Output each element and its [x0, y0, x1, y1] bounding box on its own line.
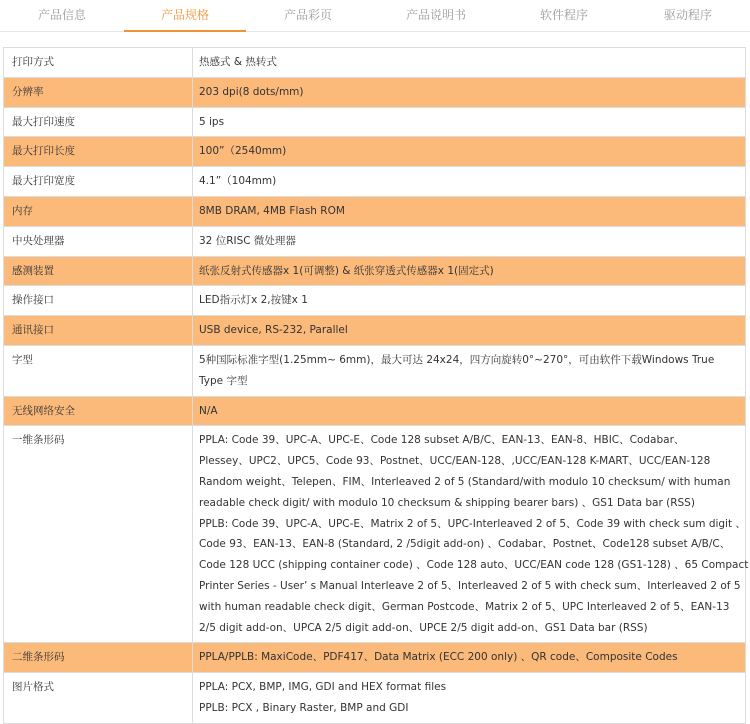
spec-value-line: Plessey、UPC2、UPC5、Code 93、Postnet、UCC/EAN-128、,UCC/EAN-128 K-MART、UCC/EAN-128	[199, 455, 711, 468]
spec-value-cpu: 32 位RISC 微处理器	[193, 226, 746, 256]
tab-product-info[interactable]: 产品信息	[37, 8, 86, 22]
spec-value-max-length: 100”（2540mm)	[193, 137, 746, 167]
spec-key-1d-barcodes: 一维条形码	[4, 426, 193, 643]
spec-value-max-width: 4.1”（104mm)	[193, 167, 746, 197]
table-row	[4, 286, 746, 316]
spec-value-operation-interface: LED指示灯x 2,按键x 1	[193, 286, 746, 316]
spec-value-fonts	[193, 345, 746, 396]
spec-value-resolution: 203 dpi(8 dots/mm)	[193, 77, 746, 107]
table-row	[4, 345, 746, 396]
table-row	[4, 48, 746, 78]
table-row	[4, 673, 746, 724]
spec-value-sensors: 纸张反射式传感器x 1(可调整) & 纸张穿透式传感器x 1(固定式)	[193, 256, 746, 286]
spec-key-resolution: 分辨率	[4, 77, 193, 107]
spec-value-line: readable check digit/ with modulo 10 checksum & shipping bearer bars) 、GS1 Data bar (RSS)	[199, 496, 695, 509]
spec-value-line: Random weight、Telepen、FIM、Interleaved 2 of 5 (Standard/with modulo 10 checksum/ with human	[199, 475, 731, 488]
table-row	[4, 643, 746, 673]
tab-product-specs[interactable]: 产品规格	[124, 0, 246, 31]
spec-value-line: with human readable check digit、German Postcode、Matrix 2 of 5、UPC Interleaved 2 of 5、EAN-13	[199, 600, 730, 613]
spec-value-line: Printer Series - User’ s Manual Interleave 2 of 5、Interleaved 2 of 5 with check sum、Interleaved 2 of 5	[199, 579, 741, 592]
spec-value-print-method: 热感式 & 热转式	[193, 48, 746, 78]
spec-value-wireless-security: N/A	[193, 396, 746, 426]
table-row	[4, 137, 746, 167]
spec-value-communication-interface: USB device, RS-232, Parallel	[193, 316, 746, 346]
table-row	[4, 196, 746, 226]
spec-value-line: Code 128 UCC (shipping container code) 、Code 128 auto、UCC/EAN code 128 (GS1-128) 、65 Compact	[199, 559, 749, 572]
tab-product-brochure[interactable]: 产品彩页	[283, 8, 332, 22]
spec-key-image-formats: 图片格式	[4, 673, 193, 724]
spec-value-line: PPLB: Code 39、UPC-A、UPC-E、Matrix 2 of 5、UPC-Interleaved 2 of 5、Code 39 with check sum digit 、	[199, 517, 746, 530]
spec-key-communication-interface: 通讯接口	[4, 316, 193, 346]
spec-value-1d-barcodes	[193, 426, 749, 643]
spec-value-line: PPLB: PCX , Binary Raster, BMP and GDI	[199, 701, 409, 714]
spec-key-cpu: 中央处理器	[4, 226, 193, 256]
spec-table	[3, 47, 749, 724]
table-row	[4, 396, 746, 426]
table-row	[4, 107, 746, 137]
tab-bar	[0, 0, 750, 32]
spec-value-memory: 8MB DRAM, 4MB Flash ROM	[193, 196, 746, 226]
spec-value-image-formats	[193, 673, 746, 724]
spec-key-wireless-security: 无线网络安全	[4, 396, 193, 426]
table-row	[4, 426, 746, 643]
spec-key-sensors: 感测装置	[4, 256, 193, 286]
spec-key-max-speed: 最大打印速度	[4, 107, 193, 137]
table-row	[4, 316, 746, 346]
spec-key-max-length: 最大打印长度	[4, 137, 193, 167]
table-row	[4, 226, 746, 256]
table-row	[4, 167, 746, 197]
spec-value-line: Type 字型	[199, 374, 248, 387]
spec-value-line: PPLA: Code 39、UPC-A、UPC-E、Code 128 subset A/B/C、EAN-13、EAN-8、HBIC、Codabar、	[199, 434, 685, 447]
spec-key-fonts: 字型	[4, 345, 193, 396]
spec-value-line: PPLA: PCX, BMP, IMG, GDI and HEX format files	[199, 681, 447, 694]
spec-key-memory: 内存	[4, 196, 193, 226]
table-row	[4, 77, 746, 107]
spec-value-line: Code 93、EAN-13、EAN-8 (Standard, 2 /5digit add-on) 、Codabar、Postnet、Code128 subset A/B/C、	[199, 538, 731, 551]
spec-value-line: 5种国际标准字型(1.25mm~ 6mm)，最大可达 24x24，四方向旋转0°~270°，可由软件下载Windows True	[199, 353, 715, 366]
spec-key-max-width: 最大打印宽度	[4, 167, 193, 197]
spec-key-2d-barcodes: 二维条形码	[4, 643, 193, 673]
tab-software[interactable]: 软件程序	[539, 8, 588, 22]
spec-value-2d-barcodes: PPLA/PPLB: MaxiCode、PDF417、Data Matrix (ECC 200 only) 、QR code、Composite Codes	[193, 643, 746, 673]
tab-product-manual[interactable]: 产品说明书	[405, 8, 466, 22]
spec-value-max-speed: 5 ips	[193, 107, 746, 137]
table-row	[4, 256, 746, 286]
spec-key-print-method: 打印方式	[4, 48, 193, 78]
spec-key-operation-interface: 操作接口	[4, 286, 193, 316]
spec-value-line: 2/5 digit add-on、UPCA 2/5 digit add-on、UPCE 2/5 digit add-on、GS1 Data bar (RSS)	[199, 621, 648, 634]
tab-drivers[interactable]: 驱动程序	[663, 8, 712, 22]
